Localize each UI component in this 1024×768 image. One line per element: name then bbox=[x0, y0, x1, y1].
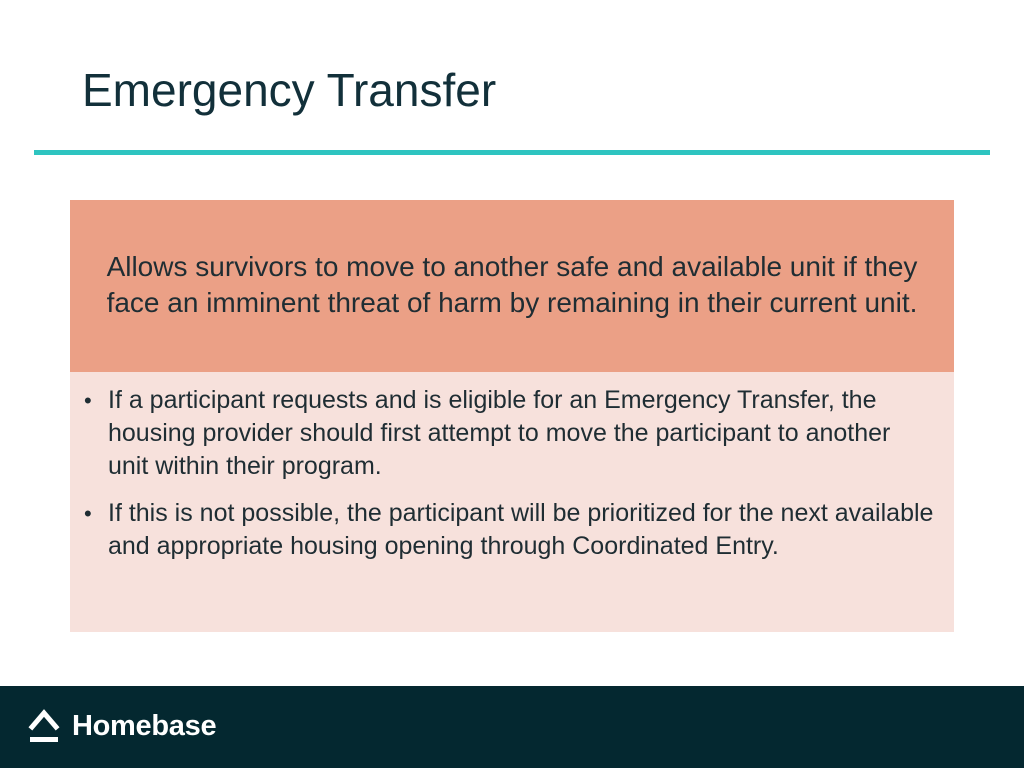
footer-bar bbox=[0, 686, 1024, 768]
bullet-icon: • bbox=[84, 501, 92, 526]
callout-header-text: Allows survivors to move to another safe and available unit if they face an imminent threat of harm by remaining in their current unit. bbox=[106, 251, 918, 318]
bullet-text: If a participant requests and is eligible for an Emergency Transfer, the housing provider should first attempt to move the participant to another unit within their program. bbox=[108, 386, 891, 480]
title-divider bbox=[34, 150, 990, 155]
callout-header bbox=[70, 200, 954, 372]
bullet-item bbox=[82, 384, 934, 483]
callout-box bbox=[70, 200, 954, 632]
callout-body bbox=[70, 372, 954, 632]
bullet-list bbox=[82, 384, 934, 563]
bullet-text: If this is not possible, the participant will be prioritized for the next available and appropriate housing opening through Coordinated Entry. bbox=[108, 499, 934, 560]
home-icon bbox=[28, 707, 60, 745]
logo-text: Homebase bbox=[72, 710, 217, 742]
bullet-item bbox=[82, 497, 934, 563]
homebase-logo bbox=[28, 706, 216, 746]
slide-title: Emergency Transfer bbox=[82, 64, 497, 116]
bullet-icon: • bbox=[84, 388, 92, 413]
